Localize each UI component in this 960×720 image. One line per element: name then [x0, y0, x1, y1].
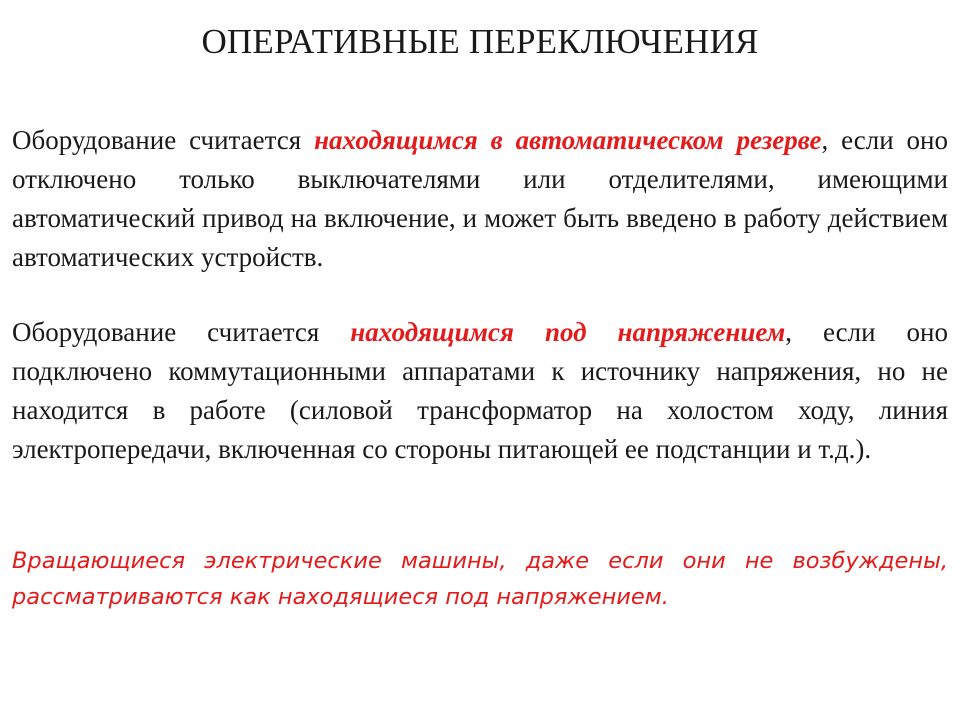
rotating-machines-note: Вращающиеся электрические машины, даже если они не возбуждены, рассматриваются как находящиеся под напряжением.: [12, 548, 948, 610]
paragraph-2-rest: , если оно подключено коммутационными аппаратами к источнику напряжения, но не находится в работе (силовой трансформатор на холостом ходу, линия электропередачи, включенная со стороны питающей ее подстанции и т.д.).: [12, 317, 948, 464]
paragraph-2-highlight: находящимся под напряжением: [350, 317, 786, 347]
paragraph-2-lead: Оборудование считается: [12, 317, 351, 347]
paragraph-1-rest: , если оно отключено только выключателями или отделителями, имеющими автоматический привод на включение, и может быть введено в работу действием автоматических устройств.: [12, 125, 948, 272]
paragraph-under-voltage: [12, 313, 948, 469]
paragraph-1-lead: Оборудование считается: [12, 125, 315, 155]
paragraph-automatic-reserve: [12, 121, 948, 277]
paragraph-1-highlight: находящимся в автоматическом резерве: [314, 125, 822, 155]
slide-title: ОПЕРАТИВНЫЕ ПЕРЕКЛЮЧЕНИЯ: [201, 22, 759, 61]
